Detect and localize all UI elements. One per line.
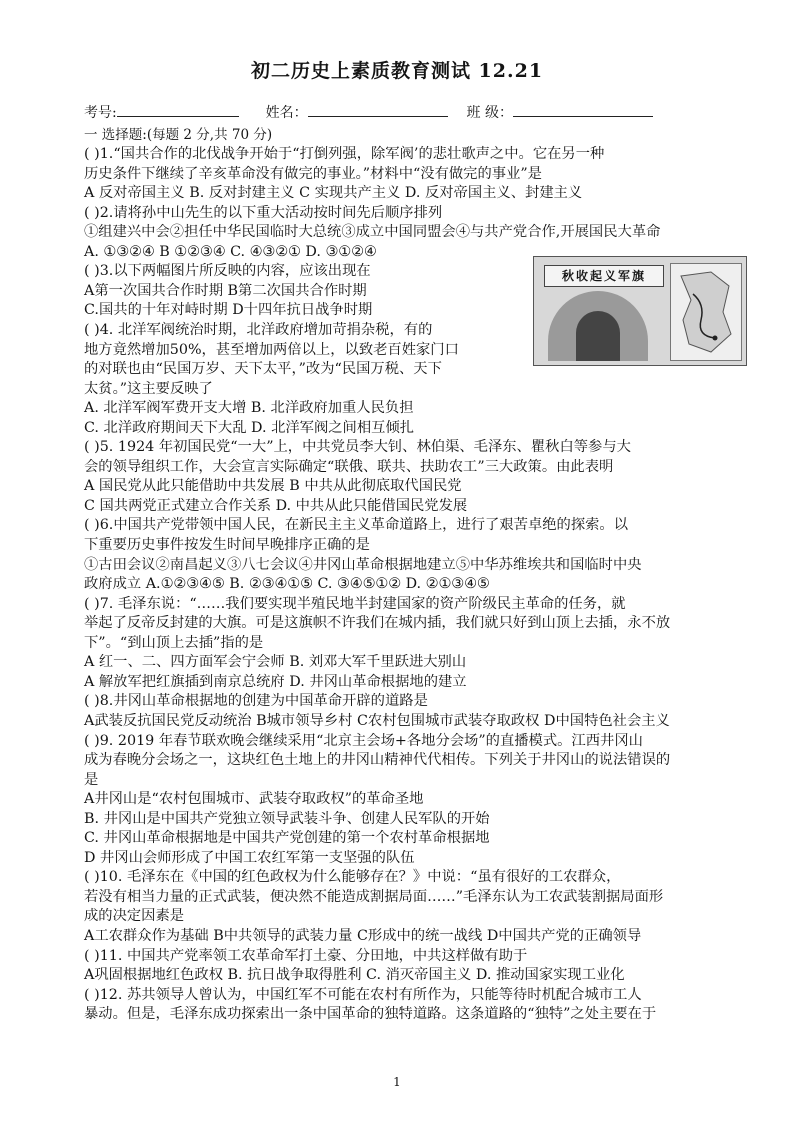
text-line: 若没有相当力量的正式武装，便决然不能造成割据局面……”毛泽东认为工农武装割据局面形 <box>84 888 664 905</box>
student-info-row <box>84 102 653 122</box>
route-map-image <box>670 263 742 361</box>
text-line: D 井冈山会师形成了中国工农红军第一支坚强的队伍 <box>84 849 415 866</box>
text-line: ( )5. 1924 年初国民党“一大”上，中共党员李大钊、林伯渠、毛泽东、瞿秋白等参与大 <box>84 439 631 456</box>
text-line: 举起了反帝反封建的大旗。可是这旗帜不许我们在城内插，我们就只好到山顶上去插，永不放 <box>84 615 671 632</box>
text-line: 是 <box>84 771 99 788</box>
exam-number-label: 考号: <box>84 105 117 121</box>
text-line: ( )1.“国共合作的北伐战争开始于“打倒列强，除军阀’的悲壮歌声之中。它在另一种 <box>84 146 605 162</box>
text-line: ( )2.请将孙中山先生的以下重大活动按时间先后顺序排列 <box>84 204 443 221</box>
page-number: 1 <box>393 1075 401 1089</box>
text-line: A工农群众作为基础 B中共领导的武装力量 C形成中的统一战线 D中国共产党的正确领导 <box>84 928 642 944</box>
text-line: 历史条件下继续了辛亥革命没有做完的事业。”材料中“没有做完的事业”是 <box>84 165 542 182</box>
class-label: 班 级： <box>466 105 513 121</box>
name-blank[interactable] <box>308 104 448 117</box>
text-line: 下”。“到山顶上去插”指的是 <box>84 634 264 651</box>
text-line: ①古田会议②南昌起义③八七会议④井冈山革命根据地建立⑤中华苏维埃共和国临时中央 <box>84 556 642 573</box>
text-line: 成的决定因素是 <box>84 908 185 925</box>
text-line: A. ①③②④ B ①②③④ C. ④③②① D. ③①②④ <box>84 243 377 260</box>
exam-number-blank[interactable] <box>117 104 239 117</box>
class-blank[interactable] <box>513 104 653 117</box>
text-line: ( )6.中国共产党带领中国人民，在新民主主义革命道路上，进行了艰苦卓绝的探索。以 <box>84 517 629 534</box>
name-label: 姓名： <box>265 105 308 121</box>
text-line: B. 井冈山是中国共产党独立领导武装斗争、创建人民军队的开始 <box>84 810 490 827</box>
text-line: A井冈山是“农村包围城市、武装夺取政权”的革命圣地 <box>84 791 424 808</box>
question-3-images <box>533 256 747 366</box>
text-line: ①组建兴中会②担任中华民国临时大总统③成立中国同盟会④与共产党合作,开展国民大革命 <box>84 224 661 241</box>
text-line: 政府成立 A.①②③④⑤ B. ②③④①⑤ C. ③④⑤①② D. ②①③④⑤ <box>84 576 490 593</box>
page-title: 初二历史上素质教育测试 12.21 <box>250 60 544 82</box>
text-line: ( )9. 2019 年春节联欢晚会继续采用“北京主会场+各地分会场”的直播模式。江西井冈山 <box>84 732 643 749</box>
text-line: 地方竟然增加50%，甚至增加两倍以上，以致老百姓家门口 <box>84 341 459 358</box>
text-line: ( )3.以下两幅图片所反映的内容，应该出现在 <box>84 263 371 280</box>
text-line: A第一次国共合作时期 B第二次国共合作时期 <box>84 282 367 299</box>
text-line: A 解放军把红旗插到南京总统府 D. 井冈山革命根据地的建立 <box>84 673 467 690</box>
text-line: 成为春晚分会场之一，这块红色土地上的井冈山精神代代相传。下列关于井冈山的说法错误的 <box>84 752 671 769</box>
text-line: ( )4. 北洋军阀统治时期，北洋政府增加苛捐杂税，有的 <box>84 321 433 338</box>
text-line: ( )7. 毛泽东说：“……我们要实现半殖民地半封建国家的资产阶级民主革命的任务，就 <box>84 595 626 612</box>
text-line: ( )12. 苏共领导人曾认为，中国红军不可能在农村有所作为，只能等待时机配合城市工人 <box>84 986 642 1003</box>
text-line: C. 北洋政府期间天下大乱 D. 北洋军阀之间相互倾扎 <box>84 419 415 436</box>
section-heading: 一 选择题:(每题 2 分,共 70 分) <box>84 127 273 143</box>
text-line: C. 井冈山革命根据地是中国共产党创建的第一个农村革命根据地 <box>84 830 490 847</box>
text-line: ( )11. 中国共产党率领工农革命军打土豪、分田地，中共这样做有助于 <box>84 947 528 964</box>
text-line: 下重要历史事件按发生时间早晚排序正确的是 <box>84 537 370 553</box>
text-line: C.国共的十年对峙时期 D十四年抗日战争时期 <box>84 302 373 319</box>
map-icon <box>671 264 741 360</box>
text-line: A 国民党从此只能借助中共发展 B 中共从此彻底取代国民党 <box>84 478 462 495</box>
text-line: ( )10. 毛泽东在《中国的红色政权为什么能够存在？》中说：“虽有很好的工农群众， <box>84 869 621 886</box>
text-line: ( )8.井冈山革命根据地的创建为中国革命开辟的道路是 <box>84 693 428 710</box>
photo-sign-text: 秋收起义军旗 <box>544 265 664 287</box>
text-line: A武装反抗国民党反动统治 B城市领导乡村 C农村包围城市武装夺取政权 D中国特色社会主义 <box>84 712 670 729</box>
text-line: A 红一、二、四方面军会宁会师 B. 刘邓大军千里跃进大别山 <box>84 654 467 671</box>
text-line: 暴动。但是，毛泽东成功探索出一条中国革命的独特道路。这条道路的“独特”之处主要在于 <box>84 1006 657 1023</box>
text-line: C 国共两党正式建立合作关系 D. 中共从此只能借国民党发展 <box>84 497 468 514</box>
text-line: 的对联也由“民国万岁、天下太平，”改为“民国万税、天下 <box>84 361 442 378</box>
text-line: A. 北洋军阀军费开支大增 B. 北洋政府加重人民负担 <box>84 400 414 417</box>
text-line: 会的领导组织工作，大会宣言实际确定“联俄、联共、扶助农工”三大政策。由此表明 <box>84 458 614 475</box>
text-line: 太贫。”这主要反映了 <box>84 380 213 397</box>
text-line: A巩固根据地红色政权 B. 抗日战争取得胜利 C. 消灭帝国主义 D. 推动国家实现工业化 <box>84 967 625 984</box>
gate-photo <box>548 291 648 361</box>
text-line: A 反对帝国主义 B. 反对封建主义 C 实现共产主义 D. 反对帝国主义、封建主义 <box>84 185 583 202</box>
